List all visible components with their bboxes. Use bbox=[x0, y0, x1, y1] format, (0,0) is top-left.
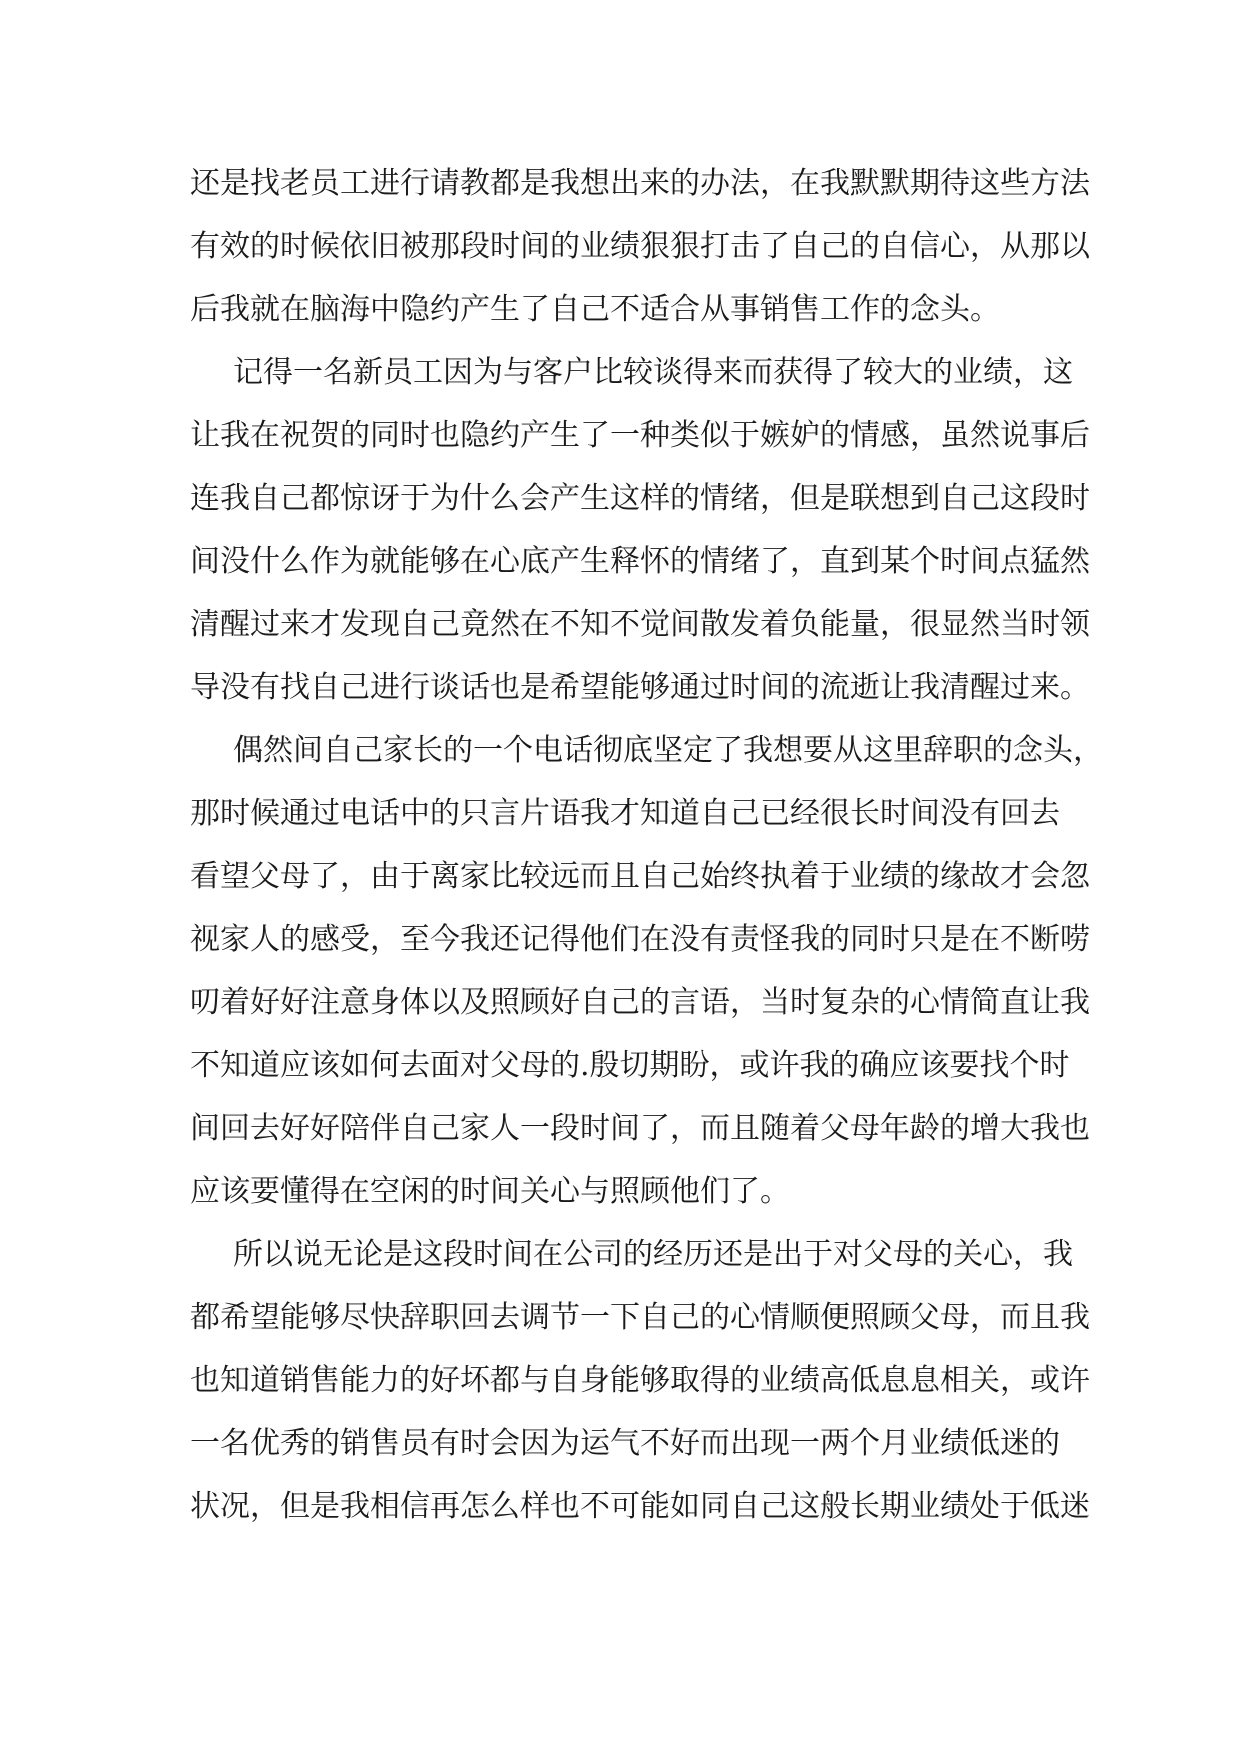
text-line: 间没什么作为就能够在心底产生释怀的情绪了，直到某个时间点猛然 bbox=[190, 544, 1090, 579]
paragraph bbox=[190, 1223, 1090, 1538]
text-line: 视家人的感受，至今我还记得他们在没有责怪我的同时只是在不断唠 bbox=[190, 922, 1090, 957]
text-line: 叨着好好注意身体以及照顾好自己的言语，当时复杂的心情简直让我 bbox=[190, 985, 1090, 1020]
text-line: 看望父母了，由于离家比较远而且自己始终执着于业绩的缘故才会忽 bbox=[190, 859, 1090, 894]
text-line: 也知道销售能力的好坏都与自身能够取得的业绩高低息息相关，或许 bbox=[190, 1363, 1090, 1398]
text-line: 还是找老员工进行请教都是我想出来的办法，在我默默期待这些方法 bbox=[190, 166, 1090, 201]
text-line: 记得一名新员工因为与客户比较谈得来而获得了较大的业绩，这 bbox=[233, 355, 1073, 390]
text-line: 一名优秀的销售员有时会因为运气不好而出现一两个月业绩低迷的 bbox=[190, 1426, 1060, 1461]
text-line: 应该要懂得在空闲的时间关心与照顾他们了。 bbox=[190, 1174, 790, 1209]
text-line: 有效的时候依旧被那段时间的业绩狠狠打击了自己的自信心，从那以 bbox=[190, 229, 1090, 264]
text-line: 偶然间自己家长的一个电话彻底坚定了我想要从这里辞职的念头， bbox=[233, 733, 1103, 768]
text-line: 都希望能够尽快辞职回去调节一下自己的心情顺便照顾父母，而且我 bbox=[190, 1300, 1090, 1335]
paragraph bbox=[190, 341, 1090, 719]
document-body bbox=[190, 152, 1103, 1538]
text-line: 后我就在脑海中隐约产生了自己不适合从事销售工作的念头。 bbox=[190, 292, 1000, 327]
text-line: 连我自己都惊讶于为什么会产生这样的情绪，但是联想到自己这段时 bbox=[190, 481, 1090, 516]
text-line: 导没有找自己进行谈话也是希望能够通过时间的流逝让我清醒过来。 bbox=[190, 670, 1090, 705]
paragraph bbox=[190, 719, 1103, 1223]
text-line: 让我在祝贺的同时也隐约产生了一种类似于嫉妒的情感，虽然说事后 bbox=[190, 418, 1090, 453]
text-line: 状况，但是我相信再怎么样也不可能如同自己这般长期业绩处于低迷 bbox=[190, 1489, 1090, 1524]
text-line: 所以说无论是这段时间在公司的经历还是出于对父母的关心，我 bbox=[233, 1237, 1073, 1272]
text-line: 不知道应该如何去面对父母的.殷切期盼，或许我的确应该要找个时 bbox=[190, 1048, 1070, 1083]
text-line: 清醒过来才发现自己竟然在不知不觉间散发着负能量，很显然当时领 bbox=[190, 607, 1090, 642]
paragraph bbox=[190, 152, 1090, 341]
text-line: 那时候通过电话中的只言片语我才知道自己已经很长时间没有回去 bbox=[190, 796, 1060, 831]
text-line: 间回去好好陪伴自己家人一段时间了，而且随着父母年龄的增大我也 bbox=[190, 1111, 1090, 1146]
